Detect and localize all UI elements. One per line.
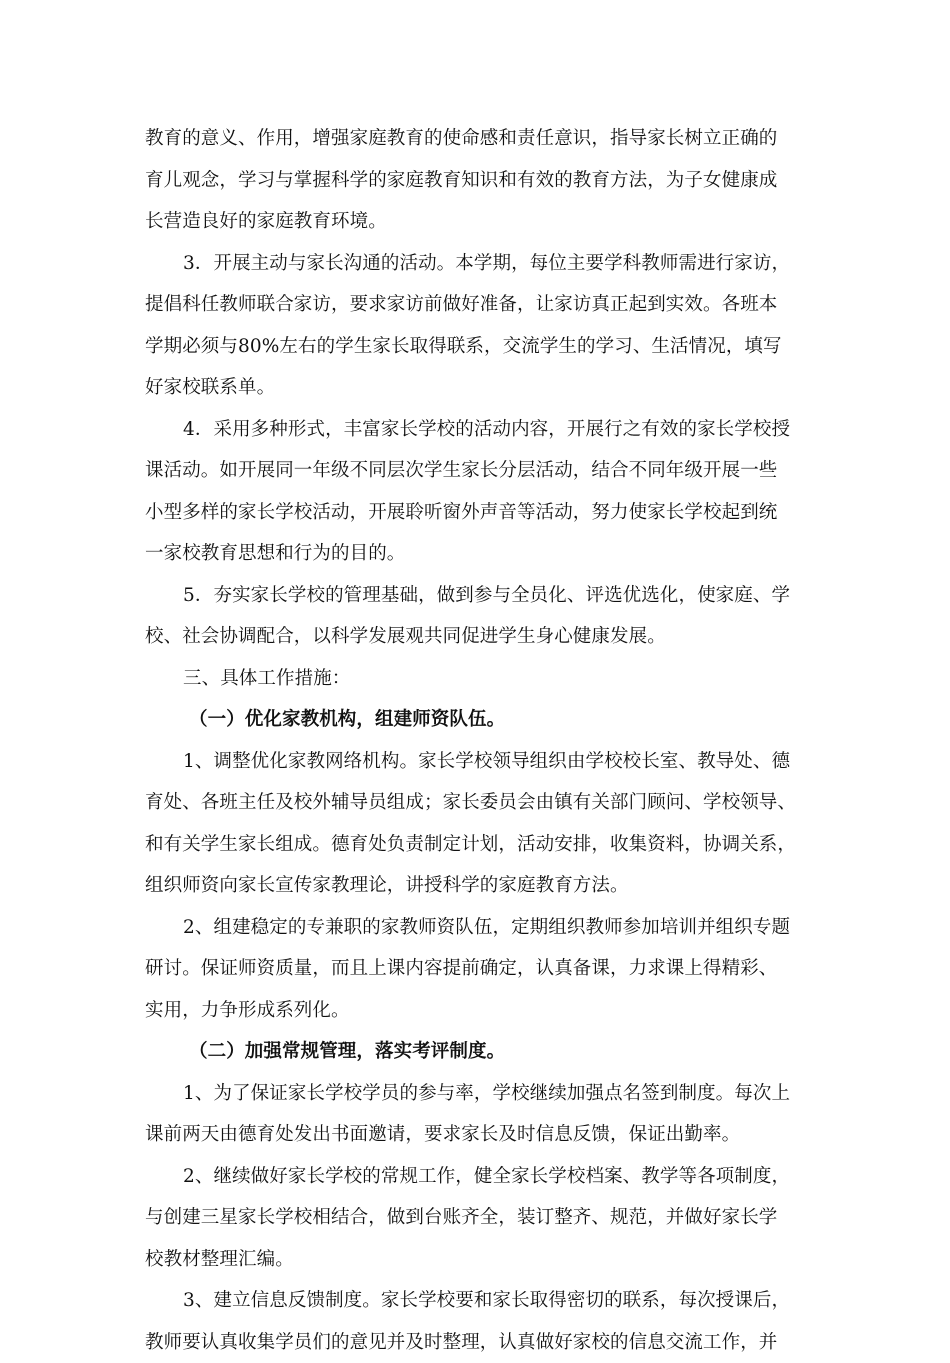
text-line: 课前两天由德育处发出书面邀请，要求家长及时信息反馈，保证出勤率。 xyxy=(145,1114,807,1156)
text-line: 学期必须与80%左右的学生家长取得联系，交流学生的学习、生活情况，填写 xyxy=(145,326,807,368)
text-line: 校、社会协调配合，以科学发展观共同促进学生身心健康发展。 xyxy=(145,616,807,658)
paragraph-start-line: 4．采用多种形式，丰富家长学校的活动内容，开展行之有效的家长学校授 xyxy=(145,409,807,451)
text-line: 实用，力争形成系列化。 xyxy=(145,990,807,1032)
text-line: 研讨。保证师资质量，而且上课内容提前确定，认真备课，力求课上得精彩、 xyxy=(145,948,807,990)
text-line: 组织师资向家长宣传家教理论，讲授科学的家庭教育方法。 xyxy=(145,865,807,907)
subsection-heading: （一）优化家教机构，组建师资队伍。 xyxy=(145,699,807,741)
text-line: 育处、各班主任及校外辅导员组成；家长委员会由镇有关部门顾问、学校领导、 xyxy=(145,782,807,824)
text-line: 与创建三星家长学校相结合，做到台账齐全，装订整齐、规范，并做好家长学 xyxy=(145,1197,807,1239)
text-line: 小型多样的家长学校活动，开展聆听窗外声音等活动，努力使家长学校起到统 xyxy=(145,492,807,534)
paragraph-start-line: 1、为了保证家长学校学员的参与率，学校继续加强点名签到制度。每次上 xyxy=(145,1073,807,1115)
paragraph-start-line: 1、调整优化家教网络机构。家长学校领导组织由学校校长室、教导处、德 xyxy=(145,741,807,783)
section-heading: 三、具体工作措施： xyxy=(145,658,807,700)
text-line: 校教材整理汇编。 xyxy=(145,1239,807,1281)
text-line: 教育的意义、作用，增强家庭教育的使命感和责任意识，指导家长树立正确的 xyxy=(145,118,807,160)
subsection-heading: （二）加强常规管理，落实考评制度。 xyxy=(145,1031,807,1073)
paragraph-start-line: 2、组建稳定的专兼职的家教师资队伍，定期组织教师参加培训并组织专题 xyxy=(145,907,807,949)
text-line: 和有关学生家长组成。德育处负责制定计划，活动安排，收集资料，协调关系， xyxy=(145,824,807,866)
paragraph-start-line: 3、建立信息反馈制度。家长学校要和家长取得密切的联系，每次授课后， xyxy=(145,1280,807,1322)
paragraph-start-line: 2、继续做好家长学校的常规工作，健全家长学校档案、教学等各项制度， xyxy=(145,1156,807,1198)
paragraph-start-line: 3．开展主动与家长沟通的活动。本学期，每位主要学科教师需进行家访， xyxy=(145,243,807,285)
paragraph-start-line: 5．夯实家长学校的管理基础，做到参与全员化、评选优选化，使家庭、学 xyxy=(145,575,807,617)
text-line: 长营造良好的家庭教育环境。 xyxy=(145,201,807,243)
text-line: 一家校教育思想和行为的目的。 xyxy=(145,533,807,575)
text-line: 好家校联系单。 xyxy=(145,367,807,409)
text-line: 提倡科任教师联合家访，要求家访前做好准备，让家访真正起到实效。各班本 xyxy=(145,284,807,326)
text-line: 教师要认真收集学员们的意见并及时整理，认真做好家校的信息交流工作，并 xyxy=(145,1322,807,1363)
text-line: 育儿观念，学习与掌握科学的家庭教育知识和有效的教育方法，为子女健康成 xyxy=(145,160,807,202)
text-line: 课活动。如开展同一年级不同层次学生家长分层活动，结合不同年级开展一些 xyxy=(145,450,807,492)
document-body xyxy=(145,118,807,1363)
